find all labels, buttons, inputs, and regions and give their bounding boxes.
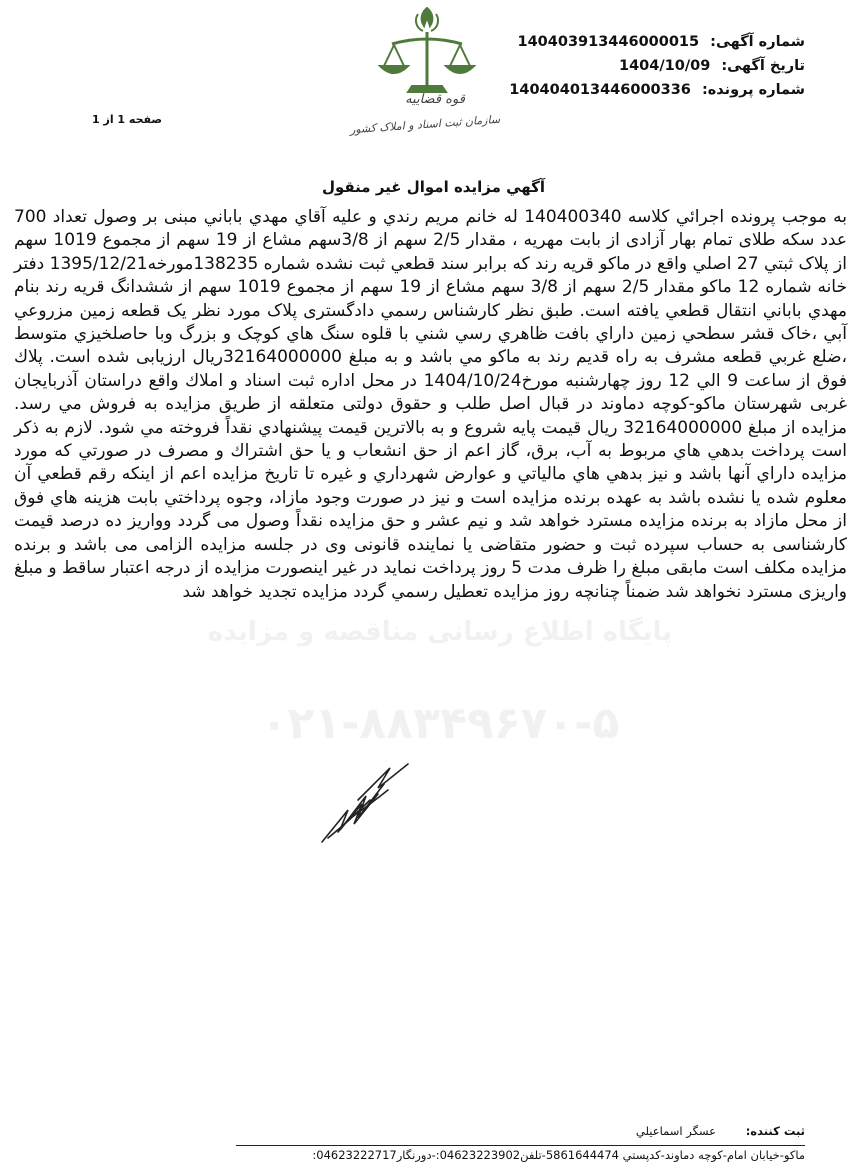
ad-date-label: تاریخ آگهی:: [721, 58, 805, 74]
watermark-text: پایگاه اطلاع رسانی مناقصه و مزایده: [207, 617, 673, 647]
emblem-caption-judiciary: قوه قضاییه: [405, 92, 465, 107]
watermark-phone: ۰۲۱-۸۸۳۴۹۶۷۰-۵: [260, 698, 620, 749]
header-meta: [475, 30, 805, 102]
case-number-label: شماره پرونده:: [701, 82, 805, 98]
ad-number-label: شماره آگهی:: [710, 34, 805, 50]
ad-date-value: 1404/10/09: [619, 58, 711, 74]
registrar-row: [636, 1124, 805, 1138]
office-address: ماکو-خیابان امام-کوچه دماوند-کدپستي 5861644474-تلفن04623223902:-دورنگار04623222717:: [312, 1148, 805, 1162]
case-number-value: 140404013446000336: [509, 82, 691, 98]
footer-divider: [236, 1145, 805, 1146]
page-info: صفحه 1 از 1: [92, 113, 163, 126]
registrar-label: ثبت كننده:: [745, 1124, 805, 1138]
registrar-name: عسگر اسماعيلي: [635, 1124, 717, 1138]
notice-body: به موجب پرونده اجرائي كلاسه 140400340 له خانم مريم رندي و عليه آقاي مهدي باباني مبنی بر وصول تعداد 700 عدد سکه طلای تمام بهار آزادی از بابت مهریه ، مقدار 2/5 سهم از 3/8سهم مشاع از 19 سهم از مجموع 1019 سهم از پلاک ثبتي 27 اصلي واقع در ماكو قريه رند كه برابر سند قطعي ثبت نشده شماره 138235مورخه1395/12/21 دفتر خانه شماره 12 ماكو مقدار 2/5 سهم از 3/8 سهم مشاع از 19 سهم از مجموع 1019 سهم از ششدانگ قريه رند بنام مهدي باباني انتقال قطعي يافته است. طبق نظر كارشناس رسمي دادگستری پلاک مورد نظر يک قطعه زمين مزروعي آبي ،خاک قشر سطحي زمين داراي بافت ظاهري رسي شني با قلوه سنگ هاي كوچک و بزرگ وبا حاصلخيزي متوسط ،ضلع غربي قطعه مشرف به راه قديم رند به ماكو مي باشد و به مبلغ 32164000000ريال ارزيابی شده است. پلاك فوق از ساعت 9 الي 12 روز چهارشنبه مورخ1404/10/24 در محل اداره ثبت اسناد و املاك واقع دراستان آذربایجان غربی شهرستان ماكو-كوچه دماوند در قبال اصل طلب و حقوق دولتی متعلقه از طريق مزايده به فروش مي رسد. مزايده از مبلغ 32164000000 ريال قيمت پايه شروع و به بالاترين قيمت پيشنهادي نقداً فروخته مي شود. لازم به ذكر است پرداخت بدهي هاي مربوط به آب، برق، گاز اعم از حق انشعاب و يا حق اشتراك و مصرف در صورتي كه مورد مزايده داراي آنها باشد و نيز بدهي هاي مالياتي و عوارض شهرداري و غيره تا تاريخ مزايده اعم از اينكه رقم قطعي آن معلوم شده يا نشده باشد به عهده برنده مزايده است و نيز در صورت وجود مازاد، وجوه پرداختي بابت هزينه هاي فوق از محل مازاد به برنده مزايده مسترد خواهد شد و نیم عشر و حق مزایده نقداً وصول می گردد وواریز ده درصد قیمت کارشناسی به حساب سپرده ثبت و حضور متقاضی یا نماینده قانونی وی در جلسه مزایده الزامی می باشد و برنده مزایده مکلف است مابقی مبلغ را ظرف مدت 5 روز پرداخت نماید در غیر اینصورت مزایده از درجه اعتبار ساقط و مبلغ واریزی مسترد نخواهد شد ضمناً چنانچه روز مزايده تعطيل رسمي گردد مزايده تجديد خواهد شد: [14, 207, 848, 602]
emblem-caption-registry: سازمان ثبت اسناد و املاک کشور: [349, 112, 501, 137]
ad-number-row: [475, 30, 805, 54]
case-number-row: [475, 78, 805, 102]
notice-title: آگهي مزايده اموال غير منقول: [321, 178, 546, 196]
ad-date-row: [475, 54, 805, 78]
signature-icon: [318, 760, 413, 850]
ad-number-value: 140403913446000015: [517, 34, 700, 50]
